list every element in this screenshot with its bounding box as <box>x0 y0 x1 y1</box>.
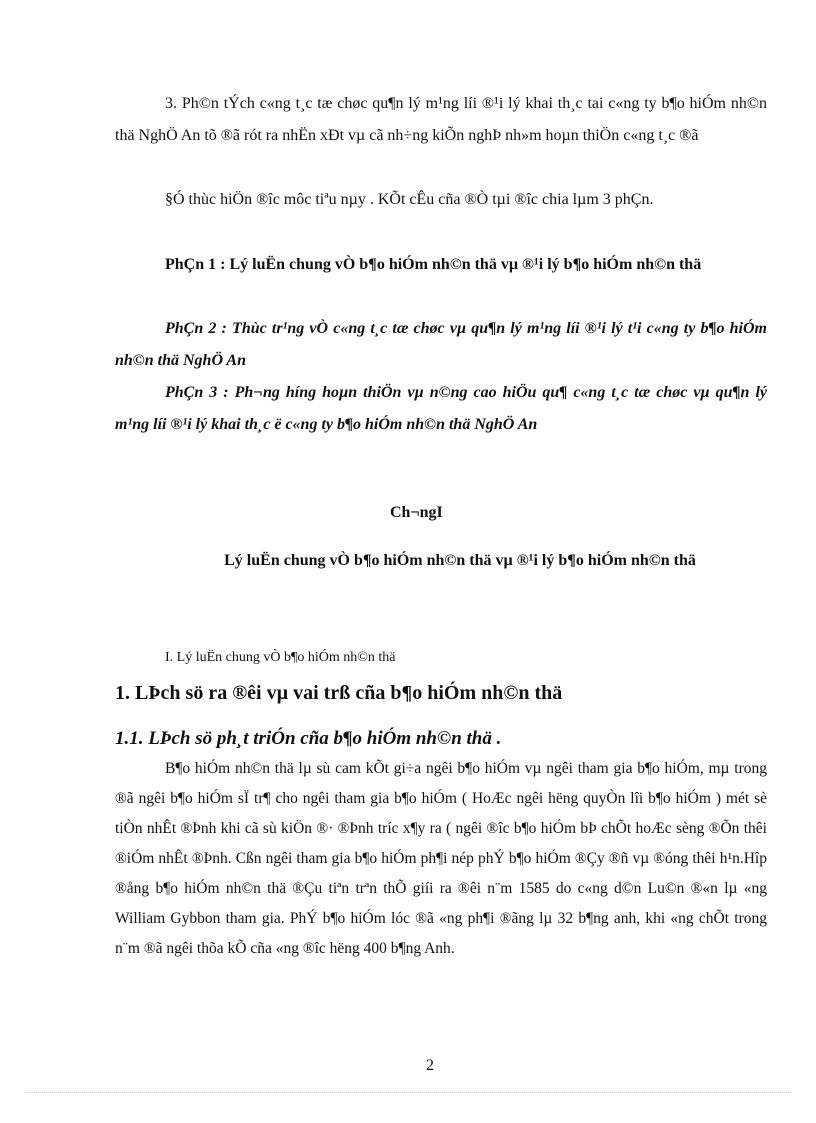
chapter-label: Ch¬ngI <box>390 504 443 521</box>
part-2-label: PhÇn 2 : <box>165 320 227 337</box>
section-heading-1: 1. LÞch sö ra ®êi vµ vai trß cña b¶o hiÓm nh©n thä <box>115 682 563 704</box>
section-heading-I: I. Lý luËn chung vÒ b¶o hiÓm nh©n thä <box>165 650 396 665</box>
section-heading-1-1: 1.1. LÞch sö ph¸t triÓn cña b¶o hiÓm nh©n thä . <box>115 728 502 749</box>
part-2-line <box>115 313 767 377</box>
part-2-text: Thùc tr¹ng vÒ c«ng t¸c tæ chøc vµ qu¶n lý m¹ng líi ®¹i lý t¹i c«ng ty b¶o hiÓm nh©n thä NghÖ An <box>115 320 767 369</box>
body-paragraph: B¶o hiÓm nh©n thä lµ sù cam kÕt gi÷a ngêi b¶o hiÓm vµ ngêi tham gia b¶o hiÓm, mµ trong ®ã ngêi b¶o hiÓm sÏ tr¶ cho ngêi tham gia b¶o hiÓm ( HoÆc ngêi hëng quyÒn lîi b¶o hiÓm ) mét sè tiÒn nhÊt ®Þnh khi cã sù kiÖn ®· ®Þnh tríc x¶y ra ( ngêi ®îc b¶o hiÓm bÞ chÕt hoÆc sèng ®Õn thêi ®iÓm nhÊt ®Þnh. Cßn ngêi tham gia b¶o hiÓm ph¶i nép phÝ b¶o hiÓm ®Çy ®ñ vµ ®óng thêi h¹n.Hîp ®ång b¶o hiÓm nh©n thä ®Çu tiªn trªn thÕ giíi ra ®êi n¨m 1585 do c«ng d©n Lu©n ®«n lµ «ng William Gybbon tham gia. PhÝ b¶o hiÓm lóc ®ã «ng ph¶i ®ãng lµ 32 b¶ng anh, khi «ng chÕt trong n¨m ®ã ngêi thõa kÕ cña «ng ®îc hëng 400 b¶ng Anh. <box>115 760 767 957</box>
page-number: 2 <box>426 1057 434 1074</box>
intro-paragraph-structure: §Ó thùc hiÖn ®îc môc tiªu nµy . KÕt cÊu cña ®Ò tµi ®îc chia lµm 3 phÇn. <box>165 191 654 208</box>
part-1-line <box>115 249 767 281</box>
footer-divider <box>25 1092 791 1093</box>
part-3-line <box>115 377 767 441</box>
part-3-label: PhÇn 3 : <box>165 384 229 401</box>
chapter-title: Lý luËn chung vÒ b¶o hiÓm nh©n thä vµ ®¹i lý b¶o hiÓm nh©n thä <box>224 552 696 569</box>
part-1-label: PhÇn 1 : <box>165 256 226 273</box>
part-1-text: Lý luËn chung vÒ b¶o hiÓm nh©n thä vµ ®¹i lý b¶o hiÓm nh©n thä <box>229 256 702 273</box>
intro-paragraph-item-3: 3. Ph©n tÝch c«ng t¸c tæ chøc qu¶n lý m¹ng líi ®¹i lý khai th¸c tai c«ng ty b¶o hiÓm nh©n thä NghÖ An tõ ®ã rót ra nhËn xÐt vµ cã nh÷ng kiÕn nghÞ nh»m hoµn thiÖn c«ng t¸c ®ã <box>115 95 767 144</box>
part-3-text: Ph¬ng híng hoµn thiÖn vµ n©ng cao hiÖu qu¶ c«ng t¸c tæ chøc vµ qu¶n lý m¹ng líi ®¹i lý khai th¸c ë c«ng ty b¶o hiÓm nh©n thä NghÖ An <box>115 384 767 433</box>
